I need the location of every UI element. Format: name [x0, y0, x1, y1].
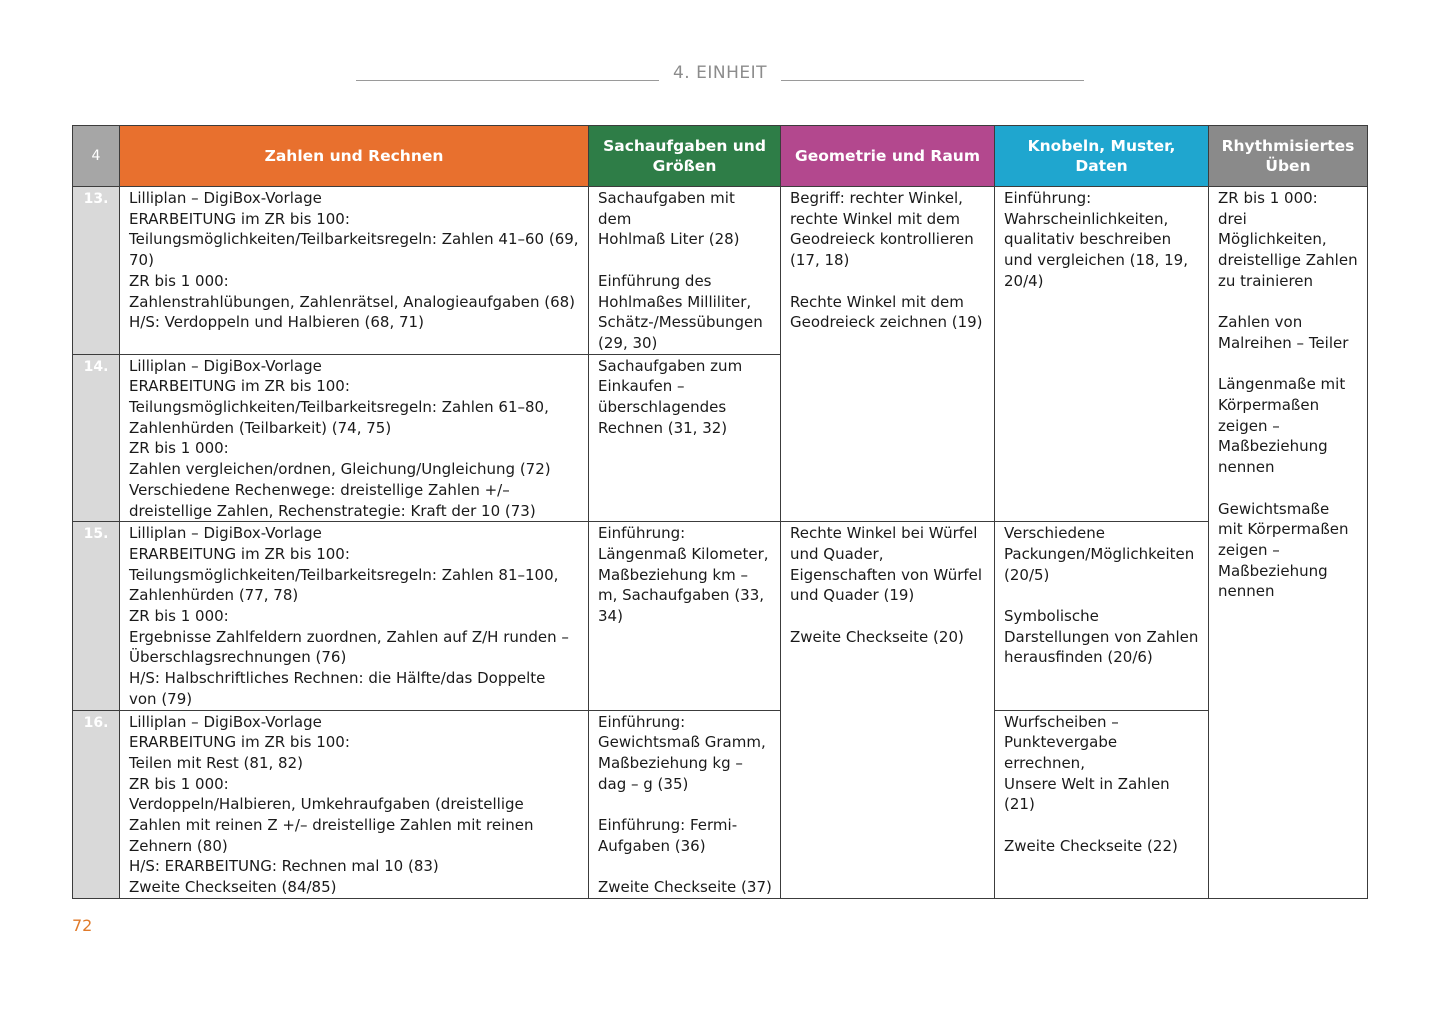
cell-line: Geodreieck kontrollieren	[790, 230, 974, 249]
knobeln-cell	[995, 710, 1209, 898]
cell-line: Wahrscheinlichkeiten,	[1004, 209, 1169, 228]
cell-line: Zahlen mit reinen Z +/– dreistellige Zahlen mit reinen	[129, 816, 534, 835]
spacer	[598, 250, 772, 271]
cell-line: ZR bis 1 000:	[129, 271, 229, 290]
cell-line: Zahlenhürden (77, 78)	[129, 586, 299, 605]
cell-line: Verschiedene	[1004, 524, 1105, 543]
cell-line: Gewichtsmaß Gramm,	[598, 733, 766, 752]
cell-line: Sachaufgaben zum	[598, 356, 743, 375]
title-rule-right	[781, 80, 1084, 81]
cell-line: Malreihen – Teiler	[1218, 333, 1349, 352]
cell-line: Geodreieck zeichnen (19)	[790, 313, 983, 332]
spacer	[598, 856, 772, 877]
cell-line: Rechnen (31, 32)	[598, 418, 728, 437]
header-rhythm-line2: Üben	[1265, 157, 1311, 175]
cell-line: Verdoppeln/Halbieren, Umkehraufgaben (dreistellige	[129, 795, 524, 814]
cell-line: Einführung:	[1004, 189, 1092, 207]
zahlen-cell	[120, 710, 589, 898]
cell-line: (21)	[1004, 795, 1035, 814]
cell-line: Zehnern (80)	[129, 836, 228, 855]
unit-plan-table	[72, 125, 1368, 899]
cell-line: Zweite Checkseite (37)	[598, 878, 772, 897]
geometrie-cell	[781, 187, 995, 522]
cell-line: Aufgaben (36)	[598, 836, 706, 855]
header-sach-line1: Sachaufgaben und	[603, 137, 766, 155]
cell-line: (17, 18)	[790, 251, 850, 270]
title-rule-left	[356, 80, 659, 81]
cell-line: und vergleichen (18, 19,	[1004, 251, 1188, 270]
cell-line: Zahlenstrahlübungen, Zahlenrätsel, Analogieaufgaben (68)	[129, 292, 576, 311]
cell-line: 34)	[598, 607, 623, 626]
cell-line: nennen	[1218, 458, 1275, 477]
cell-line: H/S: Verdoppeln und Halbieren (68, 71)	[129, 313, 424, 332]
cell-line: ERARBEITUNG im ZR bis 100:	[129, 733, 350, 752]
geometrie-cell	[781, 522, 995, 899]
cell-line: Einkaufen –	[598, 377, 685, 396]
cell-line: Verschiedene Rechenwege: dreistellige Zahlen +/–	[129, 480, 510, 499]
cell-line: 20/4)	[1004, 271, 1044, 290]
cell-line: Sachaufgaben mit dem	[598, 189, 735, 228]
cell-line: Maßbeziehung	[1218, 437, 1328, 456]
cell-line: Zweite Checkseiten (84/85)	[129, 878, 337, 897]
cell-line: Teilen mit Rest (81, 82)	[129, 753, 303, 772]
cell-line: Zahlenhürden (Teilbarkeit) (74, 75)	[129, 418, 392, 437]
header-sach-line2: Größen	[652, 157, 717, 175]
cell-line: H/S: ERARBEITUNG: Rechnen mal 10 (83)	[129, 857, 439, 876]
week-number: 16.	[73, 710, 120, 898]
spacer	[598, 794, 772, 815]
cell-line: Körpermaßen	[1218, 396, 1320, 414]
cell-line: mit Körpermaßen	[1218, 520, 1349, 539]
spacer	[1218, 478, 1359, 499]
cell-line: Schätz-/Messübungen	[598, 313, 763, 332]
cell-line: Teilungsmöglichkeiten/Teilbarkeitsregeln: Zahlen 81–100,	[129, 565, 559, 584]
cell-line: Lilliplan – DigiBox-Vorlage	[129, 712, 322, 731]
cell-line: Zahlen vergleichen/ordnen, Gleichung/Ungleichung (72)	[129, 460, 551, 479]
sachaufgaben-cell	[589, 710, 781, 898]
cell-line: ERARBEITUNG im ZR bis 100:	[129, 544, 350, 563]
cell-line: Maßbeziehung	[1218, 561, 1328, 580]
zahlen-cell	[120, 187, 589, 355]
cell-line: H/S: Halbschriftliches Rechnen: die Hälfte/das Doppelte	[129, 669, 546, 688]
week-row-15	[73, 522, 1368, 710]
header-geometrie-und-raum: Geometrie und Raum	[781, 126, 995, 187]
cell-line: Darstellungen von Zahlen	[1004, 627, 1199, 646]
cell-line: Einführung des	[598, 271, 712, 290]
cell-line: m, Sachaufgaben (33,	[598, 586, 765, 605]
cell-line: Einführung:	[598, 524, 686, 543]
cell-line: Teilungsmöglichkeiten/Teilbarkeitsregeln: Zahlen 61–80,	[129, 398, 549, 417]
cell-line: Rechte Winkel mit dem	[790, 292, 964, 311]
cell-line: Längenmaße mit	[1218, 375, 1346, 394]
sachaufgaben-cell	[589, 187, 781, 355]
cell-line: (29, 30)	[598, 333, 658, 352]
cell-line: Eigenschaften von Würfel	[790, 565, 983, 584]
cell-line: zu trainieren	[1218, 271, 1314, 290]
cell-line: ZR bis 1 000:	[129, 439, 229, 458]
spacer	[790, 271, 986, 292]
cell-line: ZR bis 1 000:	[129, 607, 229, 626]
cell-line: dreistellige Zahlen, Rechenstrategie: Kraft der 10 (73)	[129, 501, 536, 520]
cell-line: Unsere Welt in Zahlen	[1004, 774, 1170, 793]
sachaufgaben-cell	[589, 354, 781, 522]
cell-line: überschlagendes	[598, 398, 727, 417]
zahlen-cell	[120, 354, 589, 522]
cell-line: Lilliplan – DigiBox-Vorlage	[129, 356, 322, 375]
cell-line: dreistellige Zahlen	[1218, 251, 1358, 270]
knobeln-cell	[995, 187, 1209, 522]
cell-line: von (79)	[129, 689, 193, 708]
cell-line: Lilliplan – DigiBox-Vorlage	[129, 189, 322, 207]
cell-line: Überschlagsrechnungen (76)	[129, 648, 347, 667]
week-number: 15.	[73, 522, 120, 710]
sachaufgaben-cell	[589, 522, 781, 710]
cell-line: Zweite Checkseite (22)	[1004, 836, 1178, 855]
cell-line: Hohlmaß Liter (28)	[598, 230, 740, 249]
cell-line: zeigen –	[1218, 416, 1280, 435]
cell-line: Längenmaß Kilometer,	[598, 544, 769, 563]
header-rhythm-line1: Rhythmisiertes	[1221, 137, 1355, 155]
header-zahlen-und-rechnen: Zahlen und Rechnen	[120, 126, 589, 187]
cell-line: Punktevergabe errechnen,	[1004, 733, 1118, 772]
header-row	[73, 126, 1368, 187]
cell-line: und Quader,	[790, 544, 884, 563]
cell-line: (20/5)	[1004, 565, 1050, 584]
cell-line: Rechte Winkel bei Würfel	[790, 524, 978, 543]
week-number: 14.	[73, 354, 120, 522]
cell-line: zeigen –	[1218, 540, 1280, 559]
cell-line: Begriff: rechter Winkel,	[790, 189, 963, 207]
cell-line: Zweite Checkseite (20)	[790, 627, 964, 646]
spacer	[1218, 354, 1359, 375]
cell-line: und Quader (19)	[790, 586, 915, 605]
page-number: 72	[72, 916, 93, 935]
spacer	[790, 606, 986, 627]
cell-line: nennen	[1218, 582, 1275, 601]
cell-line: ZR bis 1 000:	[129, 774, 229, 793]
spacer	[1218, 292, 1359, 313]
spacer	[1004, 585, 1200, 606]
cell-line: Packungen/Möglichkeiten	[1004, 544, 1195, 563]
cell-line: ZR bis 1 000:	[1218, 189, 1318, 207]
header-sachaufgaben	[589, 126, 781, 187]
cell-line: Möglichkeiten,	[1218, 230, 1327, 249]
cell-line: Ergebnisse Zahlfeldern zuordnen, Zahlen auf Z/H runden –	[129, 627, 569, 646]
header-knobeln-muster-daten: Knobeln, Muster, Daten	[995, 126, 1209, 187]
knobeln-cell	[995, 522, 1209, 710]
cell-line: Gewichtsmaße	[1218, 499, 1330, 518]
cell-line: Lilliplan – DigiBox-Vorlage	[129, 524, 322, 543]
cell-line: Einführung: Fermi-	[598, 816, 738, 835]
cell-line: Wurfscheiben –	[1004, 712, 1119, 731]
cell-line: Maßbeziehung km –	[598, 565, 748, 584]
spacer	[1004, 815, 1200, 836]
cell-line: rechte Winkel mit dem	[790, 209, 960, 228]
cell-line: dag – g (35)	[598, 774, 689, 793]
cell-line: ERARBEITUNG im ZR bis 100:	[129, 377, 350, 396]
week-row-16	[73, 710, 1368, 898]
cell-line: Teilungsmöglichkeiten/Teilbarkeitsregeln: Zahlen 41–60 (69,	[129, 230, 579, 249]
week-number: 13.	[73, 187, 120, 355]
cell-line: Maßbeziehung kg –	[598, 753, 743, 772]
cell-line: Symbolische	[1004, 607, 1099, 626]
cell-line: qualitativ beschreiben	[1004, 230, 1172, 249]
cell-line: Zahlen von	[1218, 313, 1303, 332]
cell-line: herausfinden (20/6)	[1004, 648, 1153, 667]
cell-line: Hohlmaßes Milliliter,	[598, 292, 752, 311]
cell-line: Einführung:	[598, 712, 686, 731]
zahlen-cell	[120, 522, 589, 710]
week-row-13	[73, 187, 1368, 355]
header-rhythmisiertes-ueben	[1209, 126, 1368, 187]
header-number: 4	[73, 126, 120, 187]
rhythmisiertes-cell	[1209, 187, 1368, 899]
cell-line: ERARBEITUNG im ZR bis 100:	[129, 209, 350, 228]
unit-title: 4. EINHEIT	[672, 63, 768, 83]
cell-line: drei	[1218, 209, 1247, 228]
cell-line: 70)	[129, 251, 154, 270]
unit-title-bar	[356, 62, 1084, 84]
